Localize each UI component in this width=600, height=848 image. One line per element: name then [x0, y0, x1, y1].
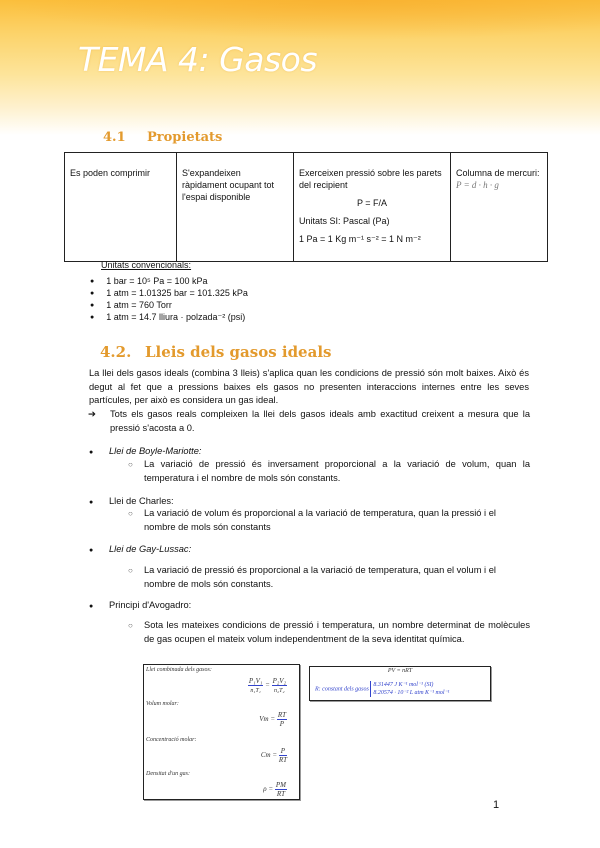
- molar-volume-formula: Vm = $\frac{RT}{P}$: [259, 711, 286, 728]
- table-cell: Es poden comprimir: [65, 153, 177, 262]
- document-title: TEMA 4: Gasos: [78, 40, 318, 79]
- law-description: ○ La variació de pressió és inversament proporcional a la variació de volum, quan la temperatura i el nombre de mols són constants.: [128, 459, 530, 483]
- law-description: ○ La variació de volum és proporcional a la variació de temperatura, quan la pressió i el nombre de mols són constants: [128, 508, 496, 532]
- law-title: ● Llei de Boyle-Mariotte:: [89, 446, 202, 456]
- units-label: Unitats convencionals:: [101, 260, 192, 270]
- list-item: ● 1 bar = 10⁵ Pa = 100 kPa: [90, 276, 248, 288]
- gas-constant: R: constant dels gasos 8.31447 J K⁻¹ mol⁻¹ (SI) 8.20574 · 10⁻² L atm K⁻¹ mol⁻¹: [315, 682, 450, 696]
- molar-concentration-formula: Cm = $\frac{P}{RT}$: [260, 747, 287, 764]
- law-description: ○ Sota les mateixes condicions de pressió i temperatura, un nombre determinat de molècules de gas ocupen el mateix volum independentment de la seva identitat química.: [128, 620, 530, 644]
- section-heading-lleis: 4.2. Lleis dels gasos ideals: [100, 343, 332, 361]
- law-title: ● Llei de Charles:: [89, 496, 174, 506]
- intro-paragraph: La llei dels gasos ideals (combina 3 lleis) s'aplica quan les condicions de pressió són molt baixes. Això és degut al fet que a pressions baixes els gasos no presenten interaccions internes entre les seves partícules, per això es considera un gas ideal.: [89, 368, 529, 405]
- list-item: ● 1 atm = 14.7 lliura · polzada⁻² (psi): [90, 312, 248, 324]
- arrow-note: ➔ Tots els gasos reals compleixen la llei dels gasos ideals amb exactitud creixent a mesura que la pressió s'acosta a 0.: [88, 409, 530, 433]
- table-cell: Exerceixen pressió sobre les parets del recipient P = F/A Unitats SI: Pascal (Pa) 1 Pa = 1 Kg m⁻¹ s⁻² = 1 N m⁻²: [294, 153, 451, 262]
- page-number: 1: [493, 799, 500, 811]
- law-title: ● Llei de Gay-Lussac:: [89, 544, 192, 554]
- section-heading-propietats: 4.1 Propietats: [103, 130, 223, 145]
- formulas-box-right: PV = nRT R: constant dels gasos 8.31447 J K⁻¹ mol⁻¹ (SI) 8.20574 · 10⁻² L atm K⁻¹ mol⁻¹: [309, 666, 491, 701]
- list-item: ● 1 atm = 1.01325 bar = 101.325 kPa: [90, 288, 248, 300]
- law-description: ○ La variació de pressió és proporcional a la variació de temperatura, quan el volum i el nombre de mols són constants.: [128, 565, 496, 589]
- combined-law-formula: $\frac{\text{P₁V₁}}{\text{n₁T₁}}$ = $\frac{\text{P₂V₂}}{\text{n₂T₂}}$: [248, 677, 286, 694]
- arrow-icon: ➔: [88, 409, 96, 419]
- table-cell: S'expandeixen ràpidament ocupant tot l'espai disponible: [177, 153, 294, 262]
- table-cell: Columna de mercuri: P = d · h · g: [451, 153, 548, 262]
- law-title: ● Principi d'Avogadro:: [89, 600, 192, 610]
- gas-density-formula: ρ = $\frac{PM}{RT}$: [263, 781, 286, 798]
- units-list: [90, 276, 248, 324]
- list-item: ● 1 atm = 760 Torr: [90, 300, 248, 312]
- formulas-box-left: Llei combinada dels gasos: $\frac{\text{P₁V₁}}{\text{n₁T₁}}$ = $\frac{\text{P₂V₂}}{\text{n₂T₂}}$ Volum molar: Vm = $\frac{RT}{P}$ Concentració molar: Cm = $\frac{P}{RT}$ Densitat d'un gas: ρ = $\frac{PM}{RT}$: [143, 664, 300, 800]
- properties-table: [64, 152, 548, 262]
